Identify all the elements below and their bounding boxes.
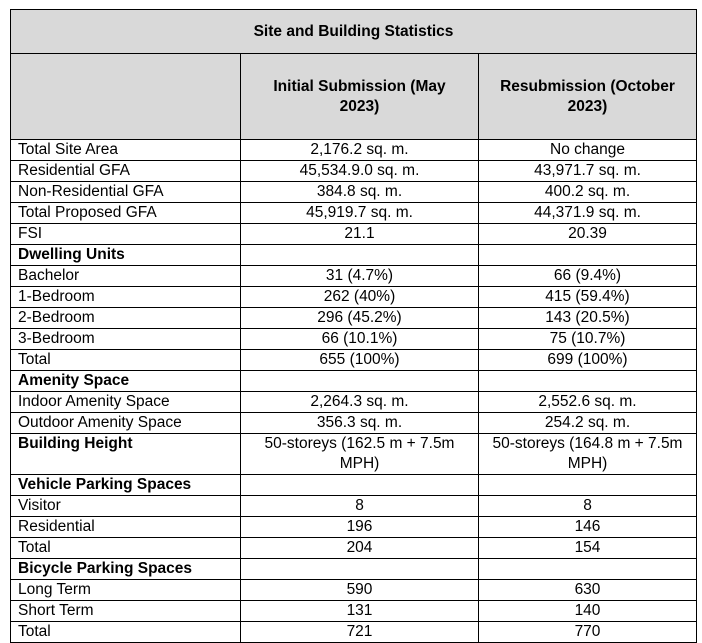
header-blank-cell bbox=[11, 54, 241, 140]
initial-submission-value: 131 bbox=[241, 601, 479, 622]
row-label: 3-Bedroom bbox=[11, 329, 241, 350]
row-label: Total bbox=[11, 622, 241, 643]
initial-submission-value bbox=[241, 371, 479, 392]
table-row bbox=[11, 182, 697, 203]
table-row bbox=[11, 601, 697, 622]
resubmission-value: 400.2 sq. m. bbox=[479, 182, 697, 203]
resubmission-value: 699 (100%) bbox=[479, 350, 697, 371]
initial-submission-value: 655 (100%) bbox=[241, 350, 479, 371]
table-row bbox=[11, 203, 697, 224]
resubmission-value: 8 bbox=[479, 496, 697, 517]
initial-submission-value: 262 (40%) bbox=[241, 287, 479, 308]
initial-submission-value: 204 bbox=[241, 538, 479, 559]
table-row bbox=[11, 434, 697, 475]
row-label: Vehicle Parking Spaces bbox=[11, 475, 241, 496]
row-label: 2-Bedroom bbox=[11, 308, 241, 329]
initial-submission-value: 2,264.3 sq. m. bbox=[241, 392, 479, 413]
row-label: Bachelor bbox=[11, 266, 241, 287]
initial-submission-value: 45,534.9.0 sq. m. bbox=[241, 161, 479, 182]
table-row bbox=[11, 287, 697, 308]
resubmission-value: 143 (20.5%) bbox=[479, 308, 697, 329]
table-title: Site and Building Statistics bbox=[11, 10, 697, 54]
row-label: Non-Residential GFA bbox=[11, 182, 241, 203]
resubmission-value: 630 bbox=[479, 580, 697, 601]
resubmission-value: 44,371.9 sq. m. bbox=[479, 203, 697, 224]
table-row bbox=[11, 161, 697, 182]
initial-submission-value: 45,919.7 sq. m. bbox=[241, 203, 479, 224]
row-label: 1-Bedroom bbox=[11, 287, 241, 308]
row-label: Total Proposed GFA bbox=[11, 203, 241, 224]
row-label: Dwelling Units bbox=[11, 245, 241, 266]
table-row bbox=[11, 413, 697, 434]
resubmission-value: 154 bbox=[479, 538, 697, 559]
resubmission-value: 146 bbox=[479, 517, 697, 538]
table-row bbox=[11, 622, 697, 643]
initial-submission-value: 590 bbox=[241, 580, 479, 601]
table-header-row bbox=[11, 54, 697, 140]
resubmission-value: 254.2 sq. m. bbox=[479, 413, 697, 434]
resubmission-value: 2,552.6 sq. m. bbox=[479, 392, 697, 413]
table-row bbox=[11, 308, 697, 329]
initial-submission-value: 66 (10.1%) bbox=[241, 329, 479, 350]
initial-submission-value bbox=[241, 559, 479, 580]
site-building-statistics-table bbox=[10, 9, 697, 643]
initial-submission-value: 384.8 sq. m. bbox=[241, 182, 479, 203]
header-initial-submission: Initial Submission (May 2023) bbox=[241, 54, 479, 140]
initial-submission-value bbox=[241, 245, 479, 266]
initial-submission-value: 196 bbox=[241, 517, 479, 538]
row-label: Outdoor Amenity Space bbox=[11, 413, 241, 434]
table-row bbox=[11, 371, 697, 392]
initial-submission-value: 2,176.2 sq. m. bbox=[241, 140, 479, 161]
resubmission-value: 415 (59.4%) bbox=[479, 287, 697, 308]
row-label: Long Term bbox=[11, 580, 241, 601]
initial-submission-value: 296 (45.2%) bbox=[241, 308, 479, 329]
table-row bbox=[11, 245, 697, 266]
row-label: Short Term bbox=[11, 601, 241, 622]
table-row bbox=[11, 392, 697, 413]
initial-submission-value: 8 bbox=[241, 496, 479, 517]
initial-submission-value: 356.3 sq. m. bbox=[241, 413, 479, 434]
row-label: Visitor bbox=[11, 496, 241, 517]
row-label: Indoor Amenity Space bbox=[11, 392, 241, 413]
row-label: Bicycle Parking Spaces bbox=[11, 559, 241, 580]
initial-submission-value: 50-storeys (162.5 m + 7.5m MPH) bbox=[241, 434, 479, 475]
resubmission-value bbox=[479, 371, 697, 392]
row-label: Total Site Area bbox=[11, 140, 241, 161]
resubmission-value: 140 bbox=[479, 601, 697, 622]
table-row bbox=[11, 517, 697, 538]
table-row bbox=[11, 475, 697, 496]
row-label: Building Height bbox=[11, 434, 241, 475]
table-row bbox=[11, 224, 697, 245]
resubmission-value: 75 (10.7%) bbox=[479, 329, 697, 350]
initial-submission-value: 31 (4.7%) bbox=[241, 266, 479, 287]
row-label: FSI bbox=[11, 224, 241, 245]
row-label: Total bbox=[11, 538, 241, 559]
resubmission-value: 770 bbox=[479, 622, 697, 643]
resubmission-value: 43,971.7 sq. m. bbox=[479, 161, 697, 182]
resubmission-value bbox=[479, 475, 697, 496]
resubmission-value bbox=[479, 559, 697, 580]
initial-submission-value: 721 bbox=[241, 622, 479, 643]
header-resubmission: Resubmission (October 2023) bbox=[479, 54, 697, 140]
resubmission-value: No change bbox=[479, 140, 697, 161]
row-label: Residential GFA bbox=[11, 161, 241, 182]
table-body bbox=[11, 140, 697, 643]
resubmission-value: 50-storeys (164.8 m + 7.5m MPH) bbox=[479, 434, 697, 475]
initial-submission-value bbox=[241, 475, 479, 496]
table-row bbox=[11, 266, 697, 287]
resubmission-value: 66 (9.4%) bbox=[479, 266, 697, 287]
table-row bbox=[11, 350, 697, 371]
table-row bbox=[11, 329, 697, 350]
table-title-row bbox=[11, 10, 697, 54]
table-row bbox=[11, 559, 697, 580]
table-row bbox=[11, 496, 697, 517]
initial-submission-value: 21.1 bbox=[241, 224, 479, 245]
resubmission-value: 20.39 bbox=[479, 224, 697, 245]
resubmission-value bbox=[479, 245, 697, 266]
table-row bbox=[11, 140, 697, 161]
row-label: Total bbox=[11, 350, 241, 371]
row-label: Amenity Space bbox=[11, 371, 241, 392]
table-row bbox=[11, 538, 697, 559]
table-row bbox=[11, 580, 697, 601]
row-label: Residential bbox=[11, 517, 241, 538]
